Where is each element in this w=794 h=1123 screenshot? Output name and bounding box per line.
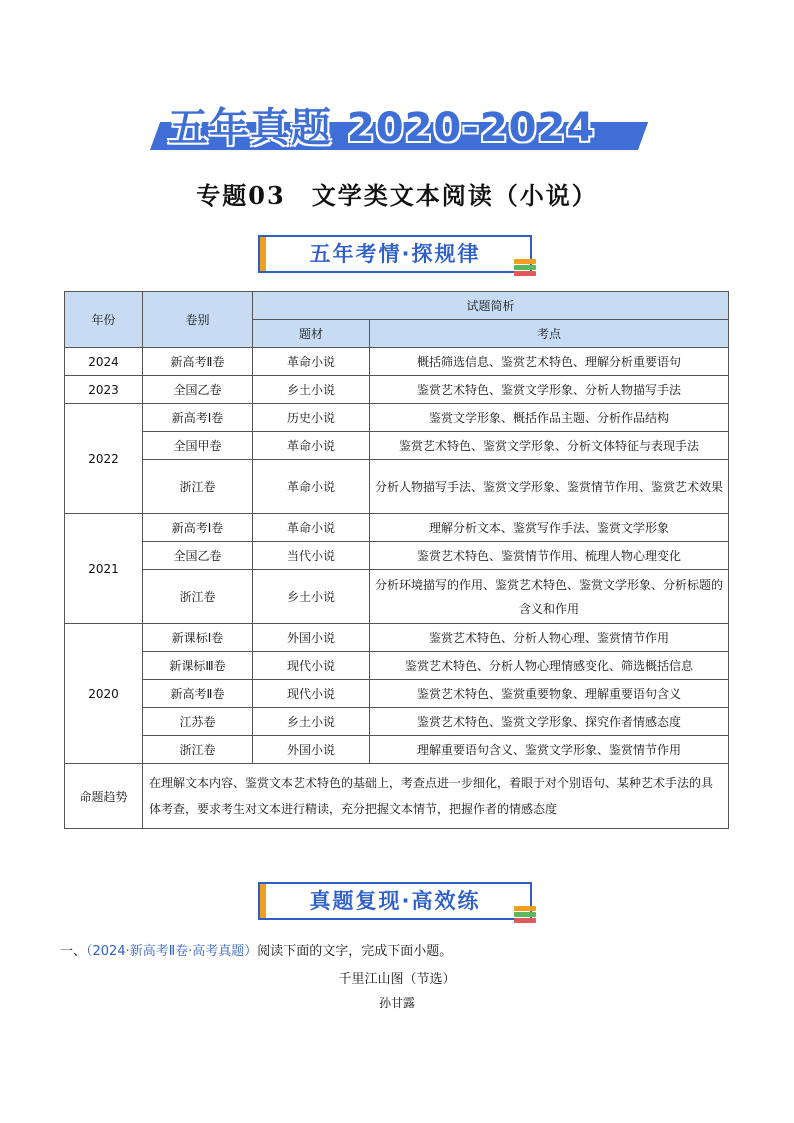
section-label-text: 五年考情·探规律	[309, 242, 481, 266]
cell-paper: 浙江卷	[143, 736, 253, 764]
cell-points: 鉴赏艺术特色、鉴赏文学形象、分析文体特征与表现手法	[370, 432, 729, 460]
table-row	[65, 514, 729, 542]
pill-accent	[260, 884, 266, 918]
cell-paper: 全国甲卷	[143, 432, 253, 460]
cell-material: 革命小说	[253, 514, 370, 542]
books-icon	[514, 904, 538, 926]
pill-accent	[260, 237, 266, 271]
cell-points: 鉴赏艺术特色、分析人物心理、鉴赏情节作用	[370, 624, 729, 652]
header-material: 题材	[253, 320, 370, 348]
cell-material: 乡土小说	[253, 376, 370, 404]
cell-material: 革命小说	[253, 432, 370, 460]
cell-material: 现代小说	[253, 680, 370, 708]
header-analysis: 试题简析	[253, 292, 729, 320]
passage-title: 千里江山图（节选）	[338, 972, 456, 987]
table-row	[65, 460, 729, 514]
cell-points: 鉴赏艺术特色、鉴赏文学形象、探究作者情感态度	[370, 708, 729, 736]
cell-material: 乡土小说	[253, 708, 370, 736]
cell-year: 2021	[65, 514, 143, 624]
cell-material: 乡土小说	[253, 570, 370, 624]
cell-paper: 新高考Ⅰ卷	[143, 514, 253, 542]
trend-label: 命题趋势	[65, 764, 143, 829]
banner-title: 五年真题 2020-2024	[168, 105, 596, 151]
question-number: 一、	[60, 944, 87, 959]
cell-paper: 新高考Ⅱ卷	[143, 348, 253, 376]
cell-points: 分析人物描写手法、鉴赏文学形象、鉴赏情节作用、鉴赏艺术效果	[370, 460, 729, 514]
header-paper: 卷别	[143, 292, 253, 348]
cell-points: 理解重要语句含义、鉴赏文学形象、鉴赏情节作用	[370, 736, 729, 764]
cell-paper: 新课标Ⅲ卷	[143, 652, 253, 680]
table-row	[65, 432, 729, 460]
cell-year: 2020	[65, 624, 143, 764]
table-row	[65, 542, 729, 570]
passage-author: 孙甘露	[378, 996, 415, 1010]
cell-paper: 全国乙卷	[143, 376, 253, 404]
table-row	[65, 624, 729, 652]
subject-title: 专题03 文学类文本阅读（小说）	[196, 181, 598, 210]
cell-paper: 新课标Ⅰ卷	[143, 624, 253, 652]
trend-text: 在理解文本内容、鉴赏文本艺术特色的基础上，考查点进一步细化，着眼于对个别语句、某种艺术手法的具体考查，要求考生对文本进行精读，充分把握文本情节，把握作者的情感态度	[143, 764, 729, 829]
books-icon	[514, 257, 538, 279]
header-year: 年份	[65, 292, 143, 348]
table-row	[65, 680, 729, 708]
cell-points: 鉴赏艺术特色、鉴赏文学形象、分析人物描写手法	[370, 376, 729, 404]
cell-points: 鉴赏艺术特色、鉴赏情节作用、梳理人物心理变化	[370, 542, 729, 570]
table-row	[65, 348, 729, 376]
table-row	[65, 404, 729, 432]
cell-material: 外国小说	[253, 624, 370, 652]
table-row	[65, 736, 729, 764]
cell-material: 现代小说	[253, 652, 370, 680]
header-points: 考点	[370, 320, 729, 348]
cell-points: 概括筛选信息、鉴赏艺术特色、理解分析重要语句	[370, 348, 729, 376]
cell-points: 鉴赏文学形象、概括作品主题、分析作品结构	[370, 404, 729, 432]
cell-material: 当代小说	[253, 542, 370, 570]
cell-paper: 江苏卷	[143, 708, 253, 736]
section-label-practice	[258, 882, 532, 920]
question-line	[60, 940, 452, 959]
question-instruction: 阅读下面的文字，完成下面小题。	[257, 944, 453, 959]
cell-material: 历史小说	[253, 404, 370, 432]
cell-year: 2024	[65, 348, 143, 376]
cell-points: 理解分析文本、鉴赏写作手法、鉴赏文学形象	[370, 514, 729, 542]
table-body	[65, 348, 729, 764]
table-row	[65, 570, 729, 624]
table-row	[65, 376, 729, 404]
cell-points: 分析环境描写的作用、鉴赏艺术特色、鉴赏文学形象、分析标题的含义和作用	[370, 570, 729, 624]
cell-material: 革命小说	[253, 348, 370, 376]
section-label-trends	[258, 235, 532, 273]
cell-points: 鉴赏艺术特色、鉴赏重要物象、理解重要语句含义	[370, 680, 729, 708]
section-label-text: 真题复现·高效练	[309, 889, 481, 913]
cell-paper: 浙江卷	[143, 570, 253, 624]
cell-paper: 新高考Ⅰ卷	[143, 404, 253, 432]
cell-year: 2023	[65, 376, 143, 404]
cell-paper: 全国乙卷	[143, 542, 253, 570]
cell-material: 外国小说	[253, 736, 370, 764]
cell-material: 革命小说	[253, 460, 370, 514]
cell-paper: 浙江卷	[143, 460, 253, 514]
cell-year: 2022	[65, 404, 143, 514]
cell-points: 鉴赏艺术特色、分析人物心理情感变化、筛选概括信息	[370, 652, 729, 680]
banner	[150, 96, 650, 156]
question-source: （2024·新高考Ⅱ卷·高考真题）	[86, 944, 258, 959]
table-row	[65, 652, 729, 680]
table-row	[65, 708, 729, 736]
cell-paper: 新高考Ⅱ卷	[143, 680, 253, 708]
exam-analysis-table	[64, 291, 729, 829]
